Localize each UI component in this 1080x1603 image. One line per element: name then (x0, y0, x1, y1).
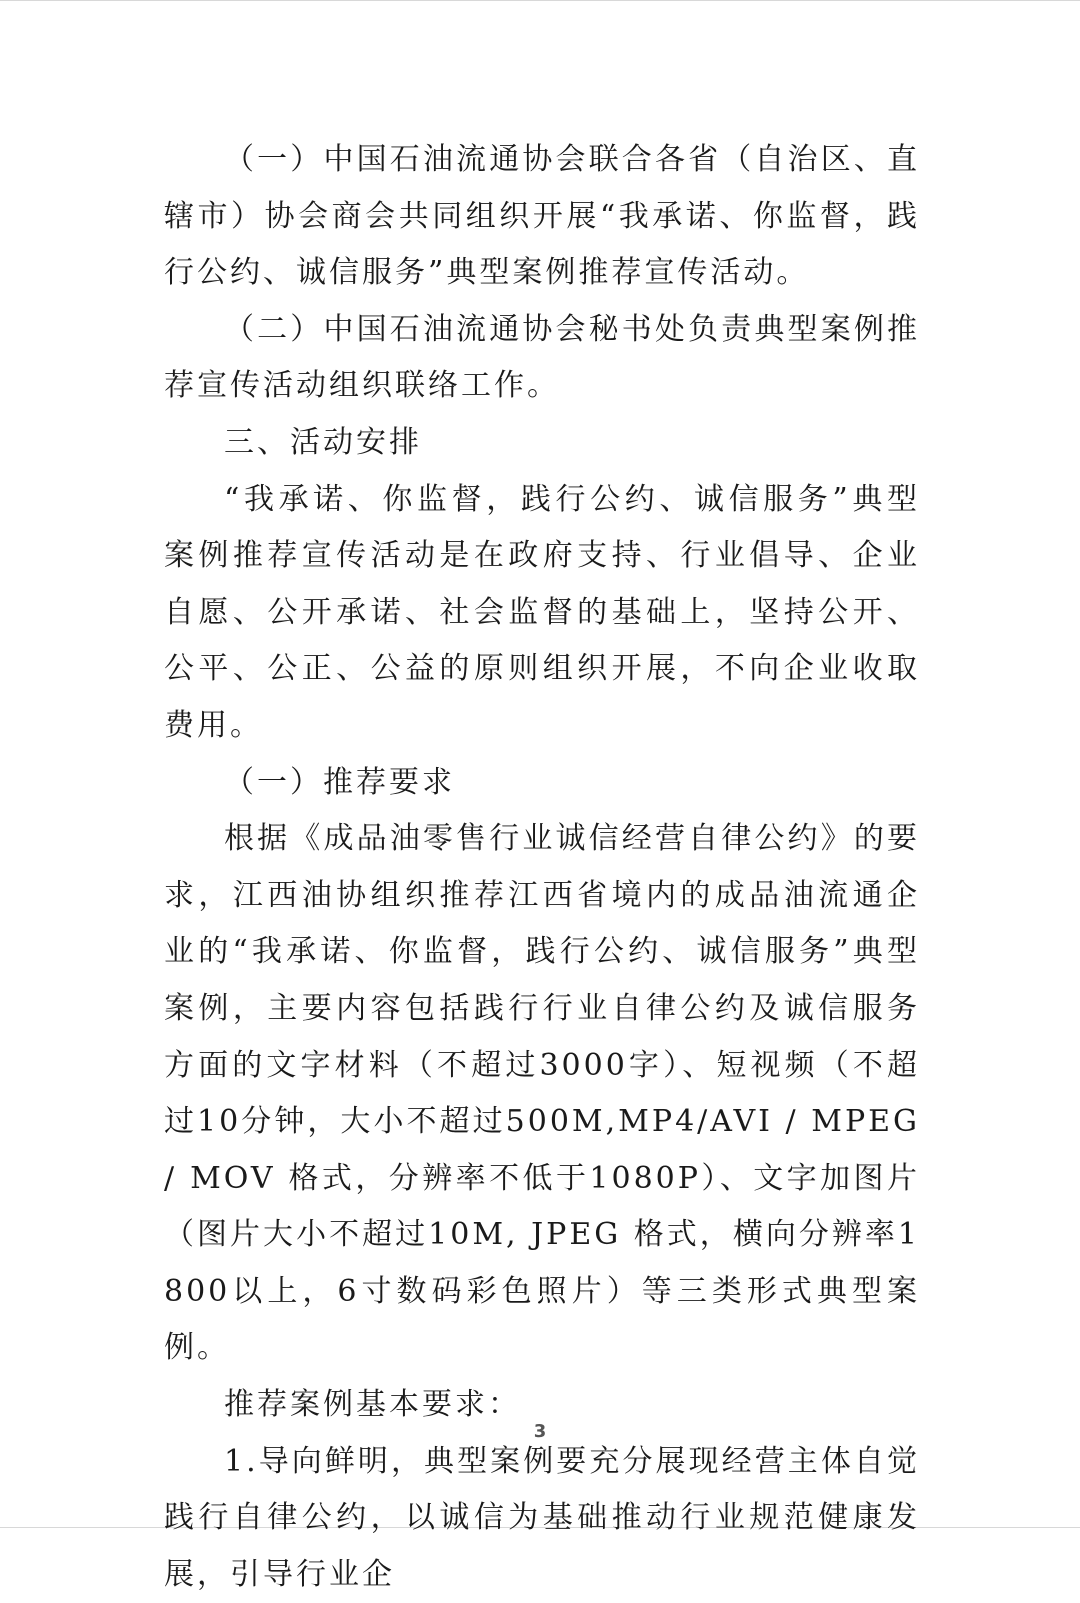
paragraph-organizer-2: （二）中国石油流通协会秘书处负责典型案例推荐宣传活动组织联络工作。 (164, 311, 920, 404)
paragraph-activity-principles: “我承诺、你监督，践行公约、诚信服务”典型案例推荐宣传活动是在政府支持、行业倡导、企业自愿、公开承诺、社会监督的基础上，坚持公开、公平、公正、公益的原则组织开展，不向企业收取费用。 (164, 481, 920, 743)
paragraph-requirement-1: 1.导向鲜明，典型案例要充分展现经营主体自觉践行自律公约，以诚信为基础推动行业规范健康发展，引导行业企 (164, 1443, 920, 1592)
document-body (164, 132, 920, 1603)
subheading-basic-requirements: 推荐案例基本要求： (224, 1387, 521, 1423)
section-heading-activity-arrangement: 三、活动安排 (224, 424, 422, 460)
subheading-recommendation-requirements: （一）推荐要求 (224, 764, 455, 800)
page-number: 3 (533, 1421, 547, 1442)
paragraph-recommendation-details: 根据《成品油零售行业诚信经营自律公约》的要求，江西油协组织推荐江西省境内的成品油流通企业的“我承诺、你监督，践行公约、诚信服务”典型案例，主要内容包括践行行业自律公约及诚信服务方面的文字材料（不超过3000字）、短视频（不超过10分钟，大小不超过500M,MP4/AVI / MPEG / MOV 格式，分辨率不低于1080P）、文字加图片（图片大小不超过10M, JPEG 格式，横向分辨率1800以上，6寸数码彩色照片）等三类形式典型案例。 (164, 821, 920, 1366)
paragraph-organizer-1: （一）中国石油流通协会联合各省（自治区、直辖市）协会商会共同组织开展“我承诺、你监督，践行公约、诚信服务”典型案例推荐宣传活动。 (164, 142, 920, 291)
